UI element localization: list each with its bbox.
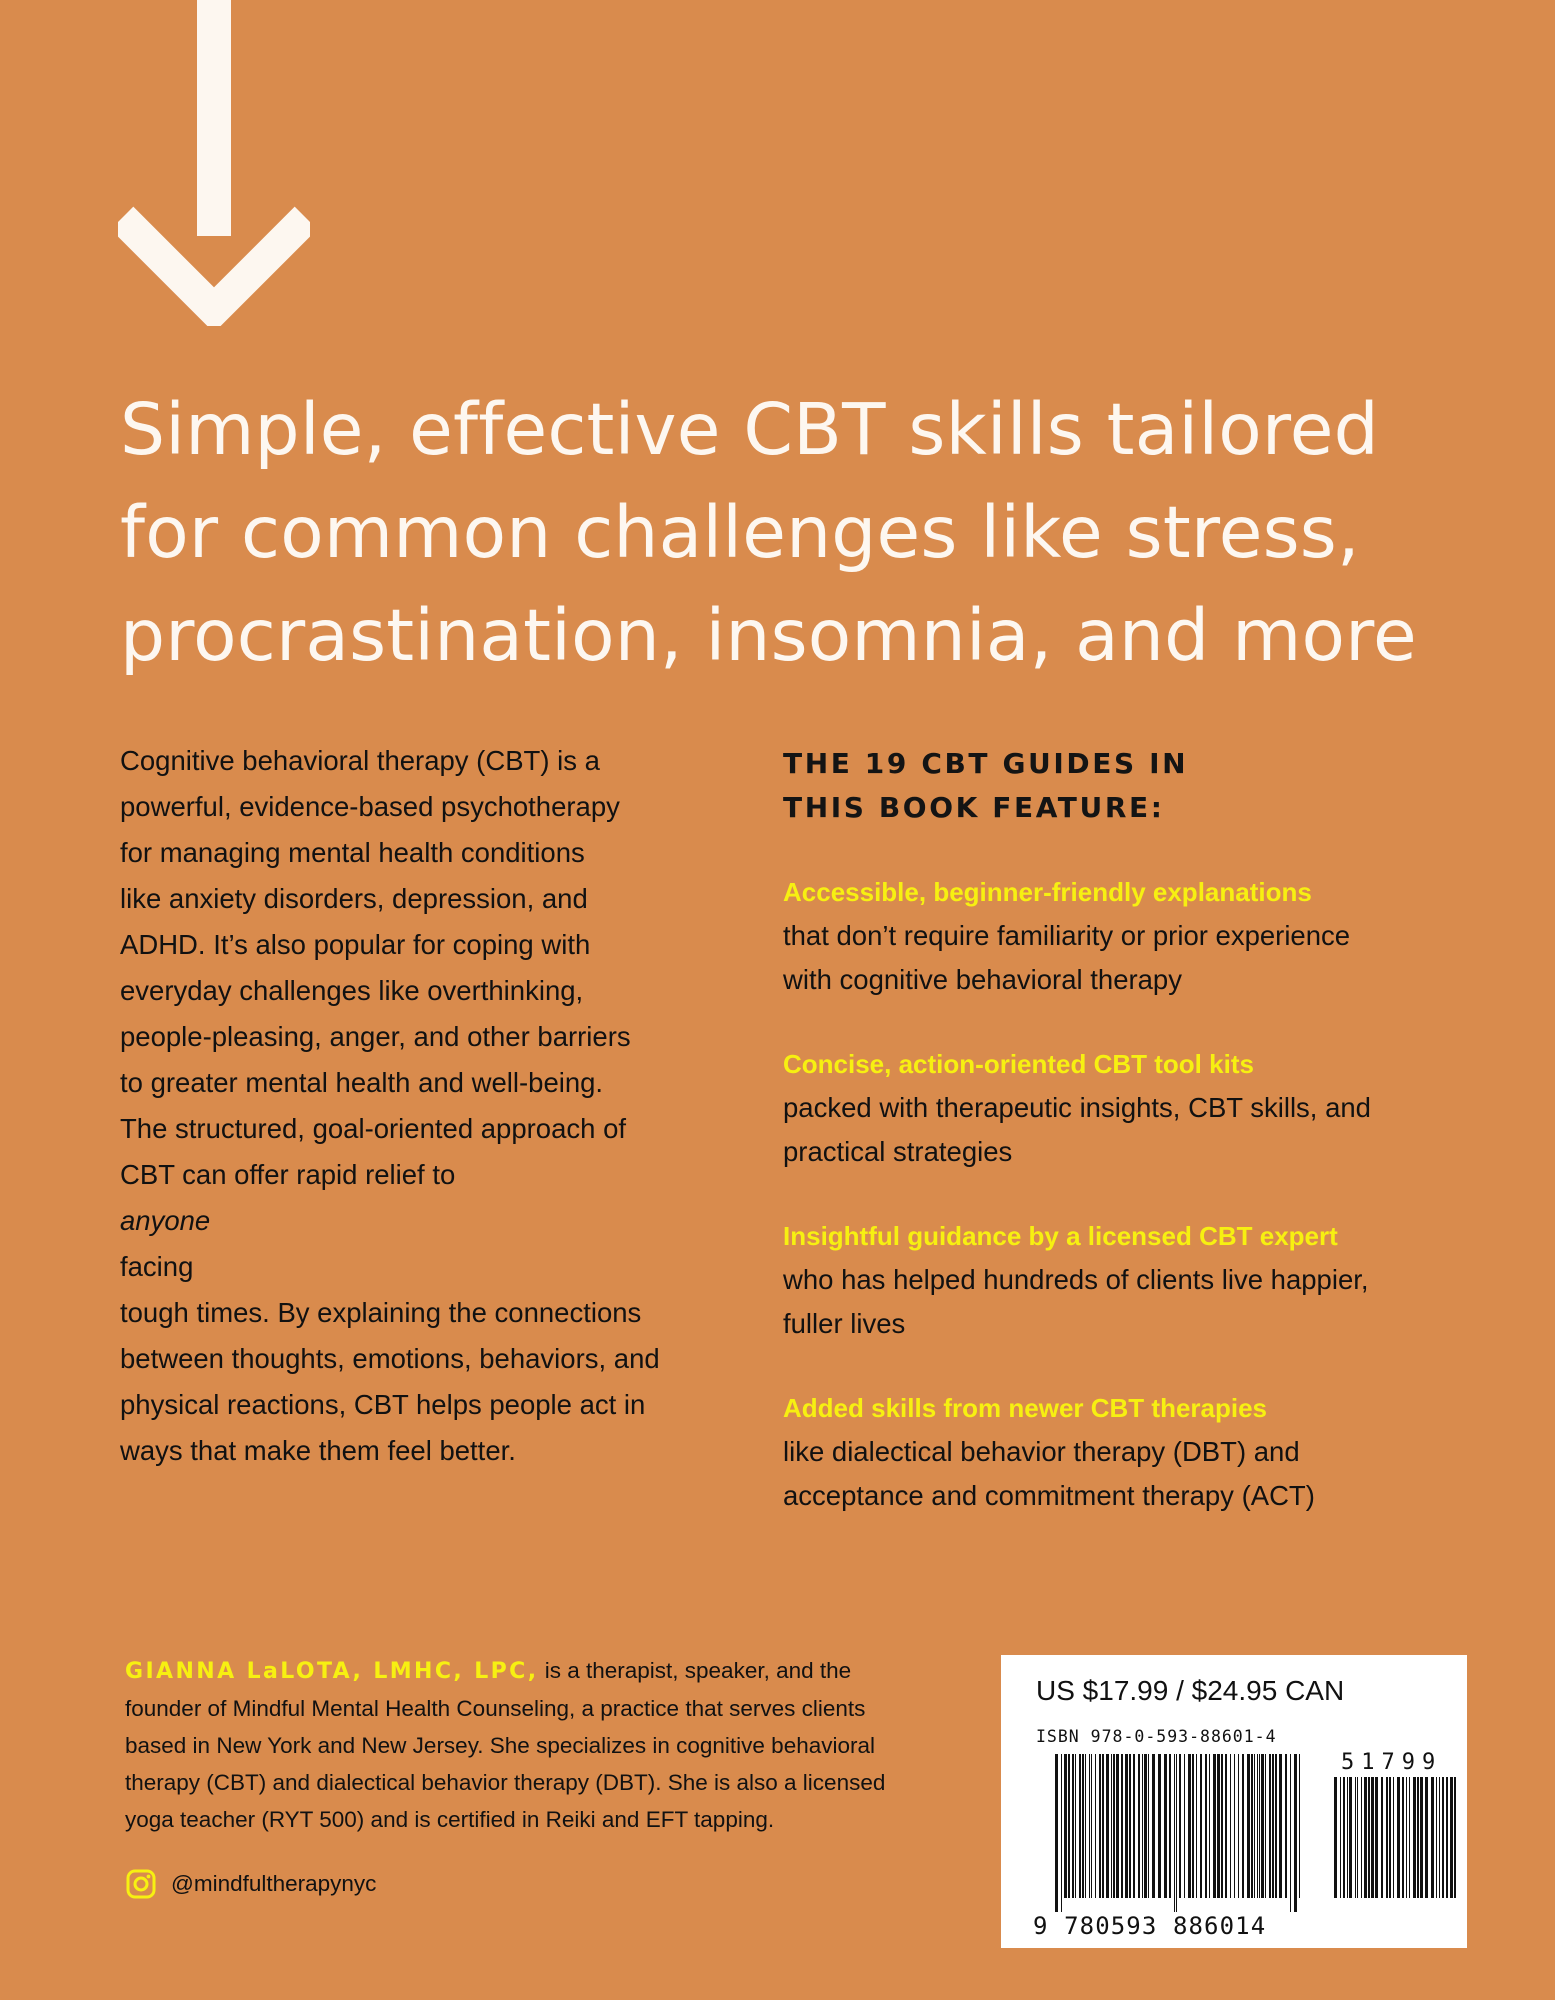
barcode-bar: [1121, 1754, 1123, 1898]
barcode-bar: [1116, 1754, 1119, 1898]
intro-line-emphasis: [120, 1152, 740, 1290]
isbn-label: ISBN 978-0-593-88601-4: [1036, 1727, 1277, 1746]
barcode-bar: [1148, 1754, 1149, 1898]
feature-item: [783, 1386, 1483, 1518]
barcode-bar: [1213, 1754, 1216, 1898]
barcode-bar: [1450, 1777, 1453, 1898]
bio-line: based in New York and New Jersey. She specializes in cognitive behavioral: [125, 1733, 876, 1758]
barcode-bar: [1425, 1777, 1428, 1898]
addon-barcode: [1334, 1777, 1458, 1912]
addon-digits: 51799: [1341, 1750, 1443, 1775]
feature-title: Accessible, beginner-friendly explanations: [783, 877, 1312, 907]
barcode-bar: [1364, 1777, 1367, 1898]
barcode-bar: [1230, 1754, 1231, 1898]
barcode-bar: [1371, 1777, 1374, 1898]
barcode-bar: [1129, 1754, 1131, 1898]
barcode-bar: [1133, 1754, 1135, 1898]
barcode-bar: [1261, 1754, 1264, 1898]
intro-text: CBT can offer rapid relief to: [120, 1159, 456, 1190]
intro-line: tough times. By explaining the connections: [120, 1297, 642, 1328]
barcode-bar: [1221, 1754, 1223, 1898]
barcode-bar: [1285, 1754, 1287, 1898]
barcode-bar: [1144, 1754, 1147, 1898]
barcode-bar: [1072, 1754, 1074, 1898]
barcode-bar: [1343, 1777, 1345, 1898]
barcode-bar: [1200, 1754, 1202, 1898]
intro-line: powerful, evidence-based psychotherapy: [120, 791, 620, 822]
barcode-bar: [1251, 1754, 1253, 1898]
barcode-bar: [1417, 1777, 1419, 1898]
barcode-bar: [1357, 1777, 1358, 1898]
intro-line: people-pleasing, anger, and other barriers: [120, 1021, 631, 1052]
barcode-bar: [1381, 1777, 1383, 1898]
barcode-bar: [1368, 1777, 1370, 1898]
barcode-bar: [1055, 1754, 1058, 1912]
barcode-bar: [1188, 1754, 1191, 1898]
barcode-bar: [1164, 1754, 1167, 1898]
barcode-bar: [1106, 1754, 1109, 1898]
price-label: US $17.99 / $24.95 CAN: [1036, 1675, 1345, 1706]
barcode-bar: [1102, 1754, 1104, 1898]
barcode-bar: [1196, 1754, 1197, 1898]
barcode-bar: [1347, 1777, 1348, 1898]
intro-line: for managing mental health conditions: [120, 837, 585, 868]
barcode-bar: [1402, 1777, 1404, 1898]
barcode-bar: [1217, 1754, 1220, 1898]
feature-item: [783, 1042, 1483, 1174]
author-bio: [125, 1652, 985, 1838]
feature-title: Insightful guidance by a licensed CBT expert: [783, 1221, 1338, 1251]
intro-line: The structured, goal-oriented approach of: [120, 1113, 626, 1144]
barcode-bar: [1179, 1754, 1181, 1898]
barcode-bar: [1061, 1754, 1062, 1912]
barcode-bar: [1393, 1777, 1394, 1898]
barcode-bar: [1334, 1777, 1337, 1898]
features-heading-line: THE 19 CBT GUIDES IN: [783, 747, 1189, 780]
bio-line: founder of Mindful Mental Health Counseling, a practice that serves clients: [125, 1696, 866, 1721]
headline-line: Simple, effective CBT skills tailored: [120, 388, 1379, 471]
feature-description: that don’t require familiarity or prior experience: [783, 920, 1351, 951]
barcode-bar: [1192, 1754, 1194, 1898]
barcode-bar: [1225, 1754, 1227, 1898]
feature-title: Concise, action-oriented CBT tool kits: [783, 1049, 1254, 1079]
barcode-bar: [1257, 1754, 1258, 1898]
intro-text: facing: [120, 1251, 194, 1282]
intro-line: to greater mental health and well-being.: [120, 1067, 604, 1098]
intro-line: physical reactions, CBT helps people act in: [120, 1389, 646, 1420]
barcode-bar: [1152, 1754, 1155, 1898]
barcode-bar: [1431, 1777, 1434, 1898]
barcode-bar: [1075, 1754, 1076, 1898]
barcode-bar: [1064, 1754, 1067, 1898]
barcode-bar: [1386, 1777, 1388, 1898]
feature-item: [783, 870, 1483, 1002]
arrow-down-icon: [118, 0, 310, 326]
barcode-bar: [1138, 1754, 1140, 1898]
headline-line: for common challenges like stress,: [120, 491, 1360, 574]
barcode-bar: [1111, 1754, 1112, 1898]
barcode-bar: [1420, 1777, 1423, 1898]
barcode-bar: [1265, 1754, 1266, 1898]
barcode-bar: [1205, 1754, 1207, 1898]
barcode-bar: [1242, 1754, 1244, 1898]
barcode-bar: [1436, 1777, 1437, 1898]
barcode-bar: [1259, 1754, 1260, 1898]
author-name: GIANNA LaLOTA, LMHC, LPC,: [125, 1659, 539, 1684]
barcode-bar: [1389, 1777, 1391, 1898]
barcode-bar: [1355, 1777, 1356, 1898]
barcode-bar: [1238, 1754, 1239, 1898]
barcode-bar: [1294, 1754, 1297, 1912]
intro-line: ADHD. It’s also popular for coping with: [120, 929, 591, 960]
intro-paragraph: [120, 738, 740, 1474]
ean-barcode: [1055, 1754, 1303, 1912]
barcode-bar: [1349, 1777, 1352, 1898]
barcode-bar: [1169, 1754, 1171, 1898]
social-handle-text[interactable]: @mindfultherapynyc: [171, 1871, 377, 1896]
bio-first-line: [125, 1652, 985, 1690]
barcode-bar: [1439, 1777, 1440, 1898]
barcode-bar: [1176, 1754, 1177, 1912]
feature-title: Added skills from newer CBT therapies: [783, 1393, 1268, 1423]
bio-line: therapy (CBT) and dialectical behavior therapy (DBT). She is also a licensed: [125, 1770, 886, 1795]
intro-line: like anxiety disorders, depression, and: [120, 883, 588, 914]
barcode-bar: [1413, 1777, 1416, 1898]
barcode-bar: [1091, 1754, 1092, 1898]
barcode-bar: [1095, 1754, 1096, 1898]
intro-line: everyday challenges like overthinking,: [120, 975, 584, 1006]
feature-description: with cognitive behavioral therapy: [783, 964, 1182, 995]
barcode-bar: [1340, 1777, 1341, 1898]
features-heading: [783, 742, 1188, 830]
barcode-bar: [1234, 1754, 1235, 1898]
barcode-bar: [1375, 1777, 1378, 1898]
bio-text: is a therapist, speaker, and the: [538, 1658, 852, 1683]
intro-line: ways that make them feel better.: [120, 1435, 516, 1466]
headline: [120, 378, 1417, 687]
barcode-bar: [1184, 1754, 1185, 1898]
social-handle[interactable]: [125, 1866, 376, 1902]
headline-line: procrastination, insomnia, and more: [120, 594, 1417, 677]
intro-line: Cognitive behavioral therapy (CBT) is a: [120, 745, 600, 776]
barcode-bar: [1361, 1777, 1362, 1898]
features-heading-line: THIS BOOK FEATURE:: [783, 791, 1165, 824]
feature-item: [783, 1214, 1483, 1346]
barcode-bar: [1085, 1754, 1086, 1898]
feature-description: practical strategies: [783, 1136, 1013, 1167]
barcode-bar: [1254, 1754, 1255, 1898]
barcode-bar: [1446, 1777, 1448, 1898]
feature-description: who has helped hundreds of clients live happier,: [783, 1264, 1369, 1295]
barcode-bar: [1099, 1754, 1101, 1898]
barcode-bar: [1269, 1754, 1271, 1898]
barcode-bar: [1442, 1777, 1444, 1898]
intro-line: between thoughts, emotions, behaviors, and: [120, 1343, 660, 1374]
barcode-bar: [1279, 1754, 1282, 1898]
barcode-bar: [1299, 1754, 1300, 1898]
barcode-bar: [1247, 1754, 1250, 1898]
feature-description: packed with therapeutic insights, CBT skills, and: [783, 1092, 1371, 1123]
barcode-bar: [1209, 1754, 1210, 1898]
feature-description: like dialectical behavior therapy (DBT) and: [783, 1436, 1300, 1467]
barcode-bar: [1113, 1754, 1115, 1898]
barcode-bar: [1068, 1754, 1070, 1898]
ean-digits: 9 780593 886014: [1033, 1912, 1267, 1940]
barcode-box: [1001, 1655, 1467, 1948]
barcode-bar: [1079, 1754, 1081, 1898]
barcode-bar: [1125, 1754, 1128, 1898]
barcode-bar: [1275, 1754, 1277, 1898]
barcode-bar: [1409, 1777, 1410, 1898]
bio-line: yoga teacher (RYT 500) and is certified in Reiki and EFT tapping.: [125, 1807, 775, 1832]
instagram-icon: [125, 1868, 157, 1900]
feature-description: acceptance and commitment therapy (ACT): [783, 1480, 1315, 1511]
barcode-bar: [1290, 1754, 1291, 1912]
barcode-bar: [1089, 1754, 1090, 1898]
emphasis-word: anyone: [120, 1205, 211, 1236]
barcode-bar: [1272, 1754, 1274, 1898]
feature-description: fuller lives: [783, 1308, 906, 1339]
barcode-bar: [1406, 1777, 1407, 1898]
barcode-bar: [1142, 1754, 1143, 1898]
barcode-bar: [1082, 1754, 1084, 1898]
barcode-bar: [1174, 1754, 1175, 1912]
barcode-bar: [1454, 1777, 1456, 1898]
barcode-bar: [1158, 1754, 1161, 1898]
barcode-bar: [1397, 1777, 1400, 1898]
